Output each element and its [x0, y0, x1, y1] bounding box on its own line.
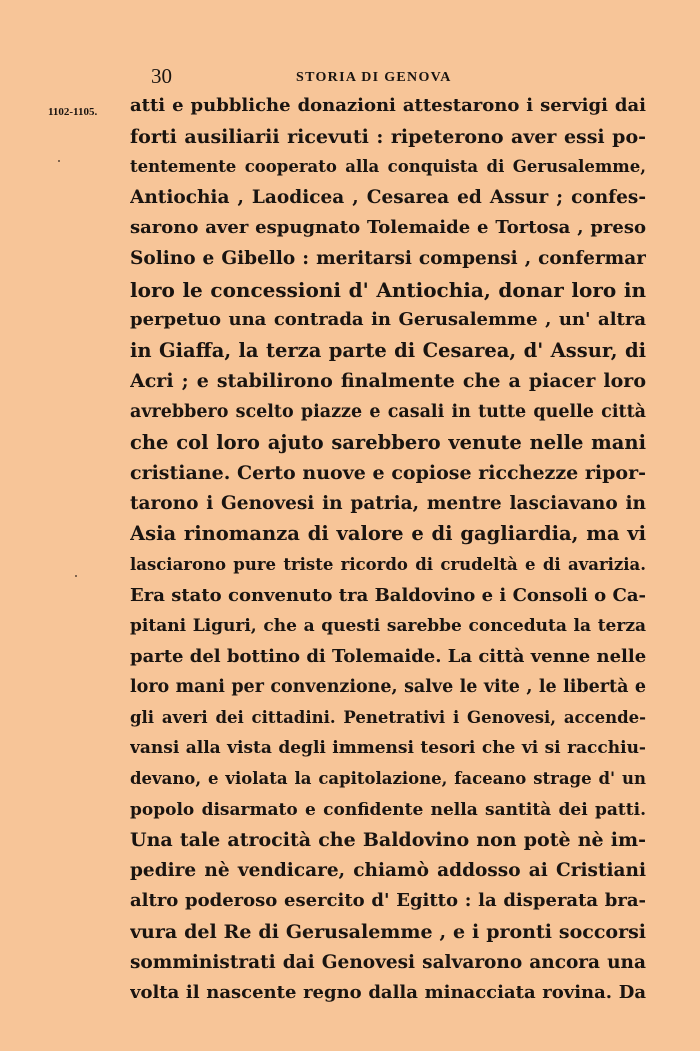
text-line: altro poderoso esercito d' Egitto : la disperata bra- — [130, 890, 646, 912]
text-line: loro le concessioni d' Antiochia, donar loro in — [130, 277, 646, 302]
text-line: Una tale atrocità che Baldovino non potè nè im- — [130, 829, 646, 852]
text-line: vura del Re di Gerusalemme , e i pronti soccorsi — [130, 921, 646, 944]
text-line: forti ausiliarii ricevuti : ripeterono aver essi po- — [130, 125, 646, 148]
text-line: perpetuo una contrada in Gerusalemme , un' altra — [130, 309, 646, 331]
paper-speck — [58, 160, 60, 162]
text-line: che col loro ajuto sarebbero venute nelle mani — [130, 430, 646, 454]
text-line: vansi alla vista degli immensi tesori che vi si racchiu- — [130, 738, 646, 759]
text-line: gli averi dei cittadini. Penetrativi i Genovesi, accende- — [130, 707, 646, 727]
text-line: in Giaffa, la terza parte di Cesarea, d' Assur, di — [130, 338, 646, 362]
text-line: tarono i Genovesi in patria, mentre lasciavano in — [130, 492, 646, 514]
text-line: pedire nè vendicare, chiamò addosso ai Cristiani — [130, 859, 646, 881]
text-line: pitani Liguri, che a questi sarebbe conceduta la terza — [130, 616, 646, 637]
text-line: sarono aver espugnato Tolemaide e Tortosa , preso — [130, 217, 646, 239]
text-line: volta il nascente regno dalla minacciata rovina. Da — [130, 982, 646, 1004]
text-line: tentemente cooperato alla conquista di Gerusalemme, — [130, 157, 646, 177]
text-line: Acri ; e stabilirono finalmente che a piacer loro — [130, 370, 646, 393]
text-line: avrebbero scelto piazze e casali in tutte quelle città — [130, 401, 646, 422]
text-line: somministrati dai Genovesi salvarono ancora una — [130, 951, 646, 973]
text-line: parte del bottino di Tolemaide. La città venne nelle — [130, 645, 646, 667]
text-line: popolo disarmato e confidente nella santità dei patti. — [130, 799, 646, 820]
text-line: Era stato convenuto tra Baldovino e i Consoli o Ca- — [130, 584, 646, 606]
text-line: cristiane. Certo nuove e copiose ricchezze ripor- — [130, 462, 646, 485]
text-line: lasciarono pure triste ricordo di crudeltà e di avarizia. — [130, 554, 646, 574]
body-text — [130, 91, 646, 1009]
text-line: atti e pubbliche donazioni attestarono i servigi dai — [130, 95, 646, 116]
text-line: devano, e violata la capitolazione, faceano strage d' un — [130, 769, 646, 789]
text-line: Antiochia , Laodicea , Cesarea ed Assur ; confes- — [130, 186, 646, 208]
page-number: 30 — [151, 64, 172, 88]
text-line: loro mani per convenzione, salve le vite , le libertà e — [130, 677, 646, 698]
paper-speck — [75, 575, 77, 577]
text-line: Asia rinomanza di valore e di gagliardia, ma vi — [130, 522, 646, 546]
running-title: STORIA DI GENOVA — [296, 70, 452, 85]
margin-date-note: 1102-1105. — [48, 106, 98, 118]
text-line: Solino e Gibello : meritarsi compensi , confermar — [130, 247, 646, 269]
